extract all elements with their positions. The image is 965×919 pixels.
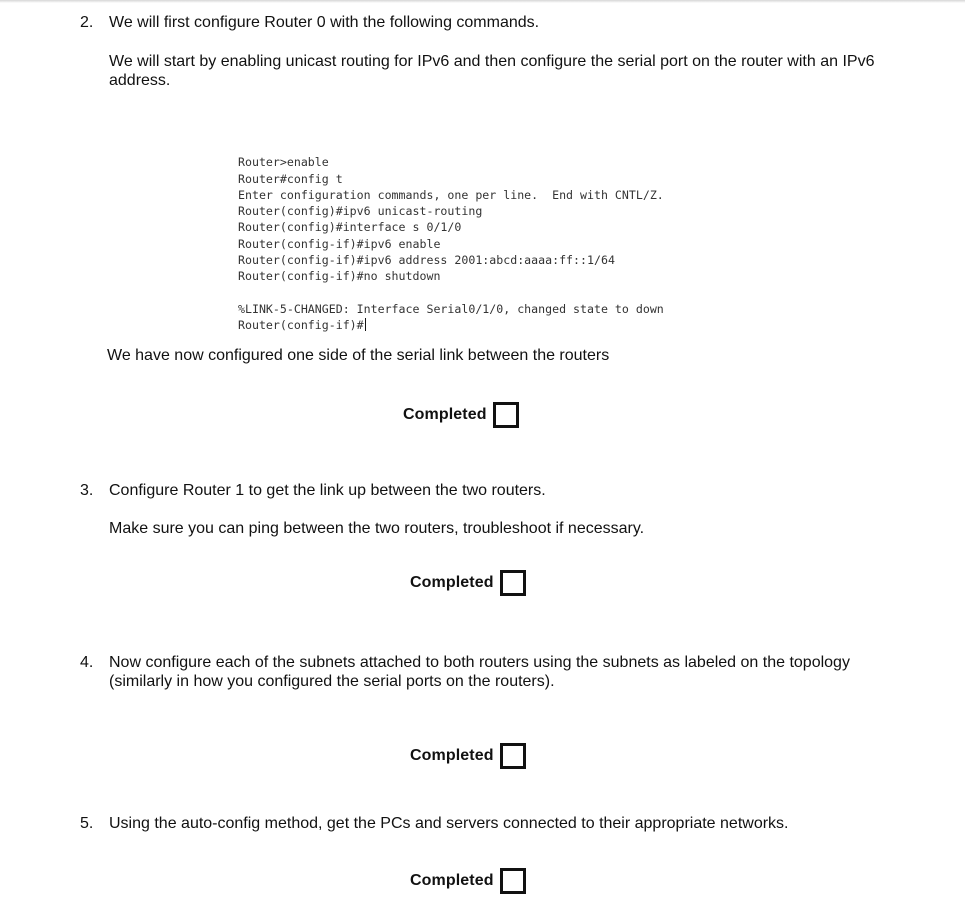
completed-checkbox[interactable] bbox=[500, 743, 526, 769]
terminal-status-line: %LINK-5-CHANGED: Interface Serial0/1/0, changed state to down bbox=[238, 301, 664, 316]
terminal-line: Router>enable bbox=[238, 155, 329, 170]
step-5-number: 5. bbox=[80, 815, 94, 832]
step-3-paragraph: Make sure you can ping between the two routers, troubleshoot if necessary. bbox=[109, 520, 645, 537]
step-4-completed[interactable] bbox=[410, 743, 526, 769]
step-2-number: 2. bbox=[80, 14, 94, 31]
completed-label: Completed bbox=[403, 406, 487, 423]
terminal-prompt: Router(config-if)# bbox=[238, 318, 364, 333]
terminal-line: Router(config)#ipv6 unicast-routing bbox=[238, 204, 483, 219]
completed-checkbox[interactable] bbox=[500, 868, 526, 894]
step-3-completed[interactable] bbox=[410, 570, 526, 596]
completed-label: Completed bbox=[410, 872, 494, 889]
completed-checkbox[interactable] bbox=[493, 402, 519, 428]
step-4-heading: Now configure each of the subnets attached to both routers using the subnets as labeled on the topology (similarly in how you configured the serial ports on the routers). bbox=[109, 654, 850, 690]
terminal-line: Router(config-if)#no shutdown bbox=[238, 269, 441, 284]
step-3-number: 3. bbox=[80, 482, 94, 499]
top-border bbox=[0, 0, 965, 3]
step-2-paragraph: We will start by enabling unicast routing for IPv6 and then configure the serial port on the router with an IPv6 address. bbox=[109, 53, 875, 89]
terminal-line: Router(config-if)#ipv6 enable bbox=[238, 236, 441, 251]
step-3-heading: Configure Router 1 to get the link up between the two routers. bbox=[109, 482, 546, 499]
terminal-line: Enter configuration commands, one per line. End with CNTL/Z. bbox=[238, 187, 664, 202]
terminal-prompt-line bbox=[238, 317, 664, 333]
completed-checkbox[interactable] bbox=[500, 570, 526, 596]
completed-label: Completed bbox=[410, 747, 494, 764]
step-4-number: 4. bbox=[80, 654, 94, 671]
terminal-line: Router(config)#interface s 0/1/0 bbox=[238, 220, 462, 235]
step-2-completed[interactable] bbox=[403, 402, 519, 428]
step-5-heading: Using the auto-config method, get the PCs and servers connected to their appropriate networks. bbox=[109, 815, 789, 832]
step-2-heading: We will first configure Router 0 with the following commands. bbox=[109, 14, 540, 31]
step-2-note: We have now configured one side of the serial link between the routers bbox=[107, 347, 610, 364]
terminal-output bbox=[238, 138, 664, 350]
terminal-line: Router(config-if)#ipv6 address 2001:abcd:aaaa:ff::1/64 bbox=[238, 253, 615, 268]
text-cursor bbox=[365, 318, 366, 331]
completed-label: Completed bbox=[410, 574, 494, 591]
step-5-completed[interactable] bbox=[410, 868, 526, 894]
terminal-line: Router#config t bbox=[238, 171, 343, 186]
